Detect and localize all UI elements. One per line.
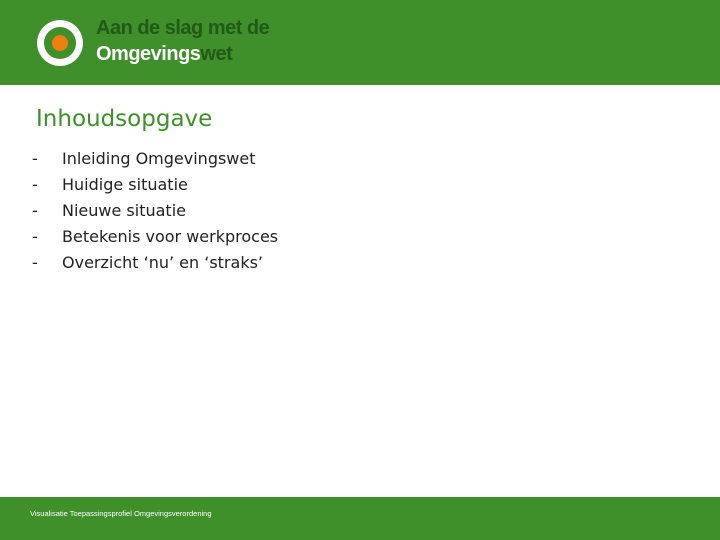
toc-item <box>30 146 278 172</box>
toc-bullet: - <box>32 227 38 246</box>
toc-bullet: - <box>32 253 38 272</box>
toc-item-label: Betekenis voor werkproces <box>62 227 279 246</box>
toc-item-label: Nieuwe situatie <box>62 201 186 220</box>
toc-item-label: Inleiding Omgevingswet <box>62 149 256 168</box>
page-title: Inhoudsopgave <box>36 106 213 132</box>
toc-item-label: Huidige situatie <box>62 175 188 194</box>
toc-item <box>30 198 278 224</box>
toc-bullet: - <box>32 201 38 220</box>
toc-bullet: - <box>32 175 38 194</box>
brand-line-1: Aan de slag met de <box>96 17 270 39</box>
table-of-contents <box>30 146 278 276</box>
toc-bullet: - <box>32 149 38 168</box>
header-bar <box>0 0 720 85</box>
footer-text: Visualisatie Toepassingsprofiel Omgevingsverordening <box>30 509 212 518</box>
brand-line-2 <box>96 43 232 66</box>
toc-item-label: Overzicht ‘nu’ en ‘straks’ <box>62 253 263 272</box>
toc-item <box>30 172 278 198</box>
logo-dot <box>52 35 68 51</box>
toc-item <box>30 224 278 250</box>
footer-bar <box>0 497 720 540</box>
toc-item <box>30 250 278 276</box>
brand-word-wet: wet <box>200 43 233 65</box>
ring-dot-logo-icon <box>37 20 83 66</box>
brand-word-omgevings: Omgevings <box>96 43 201 65</box>
